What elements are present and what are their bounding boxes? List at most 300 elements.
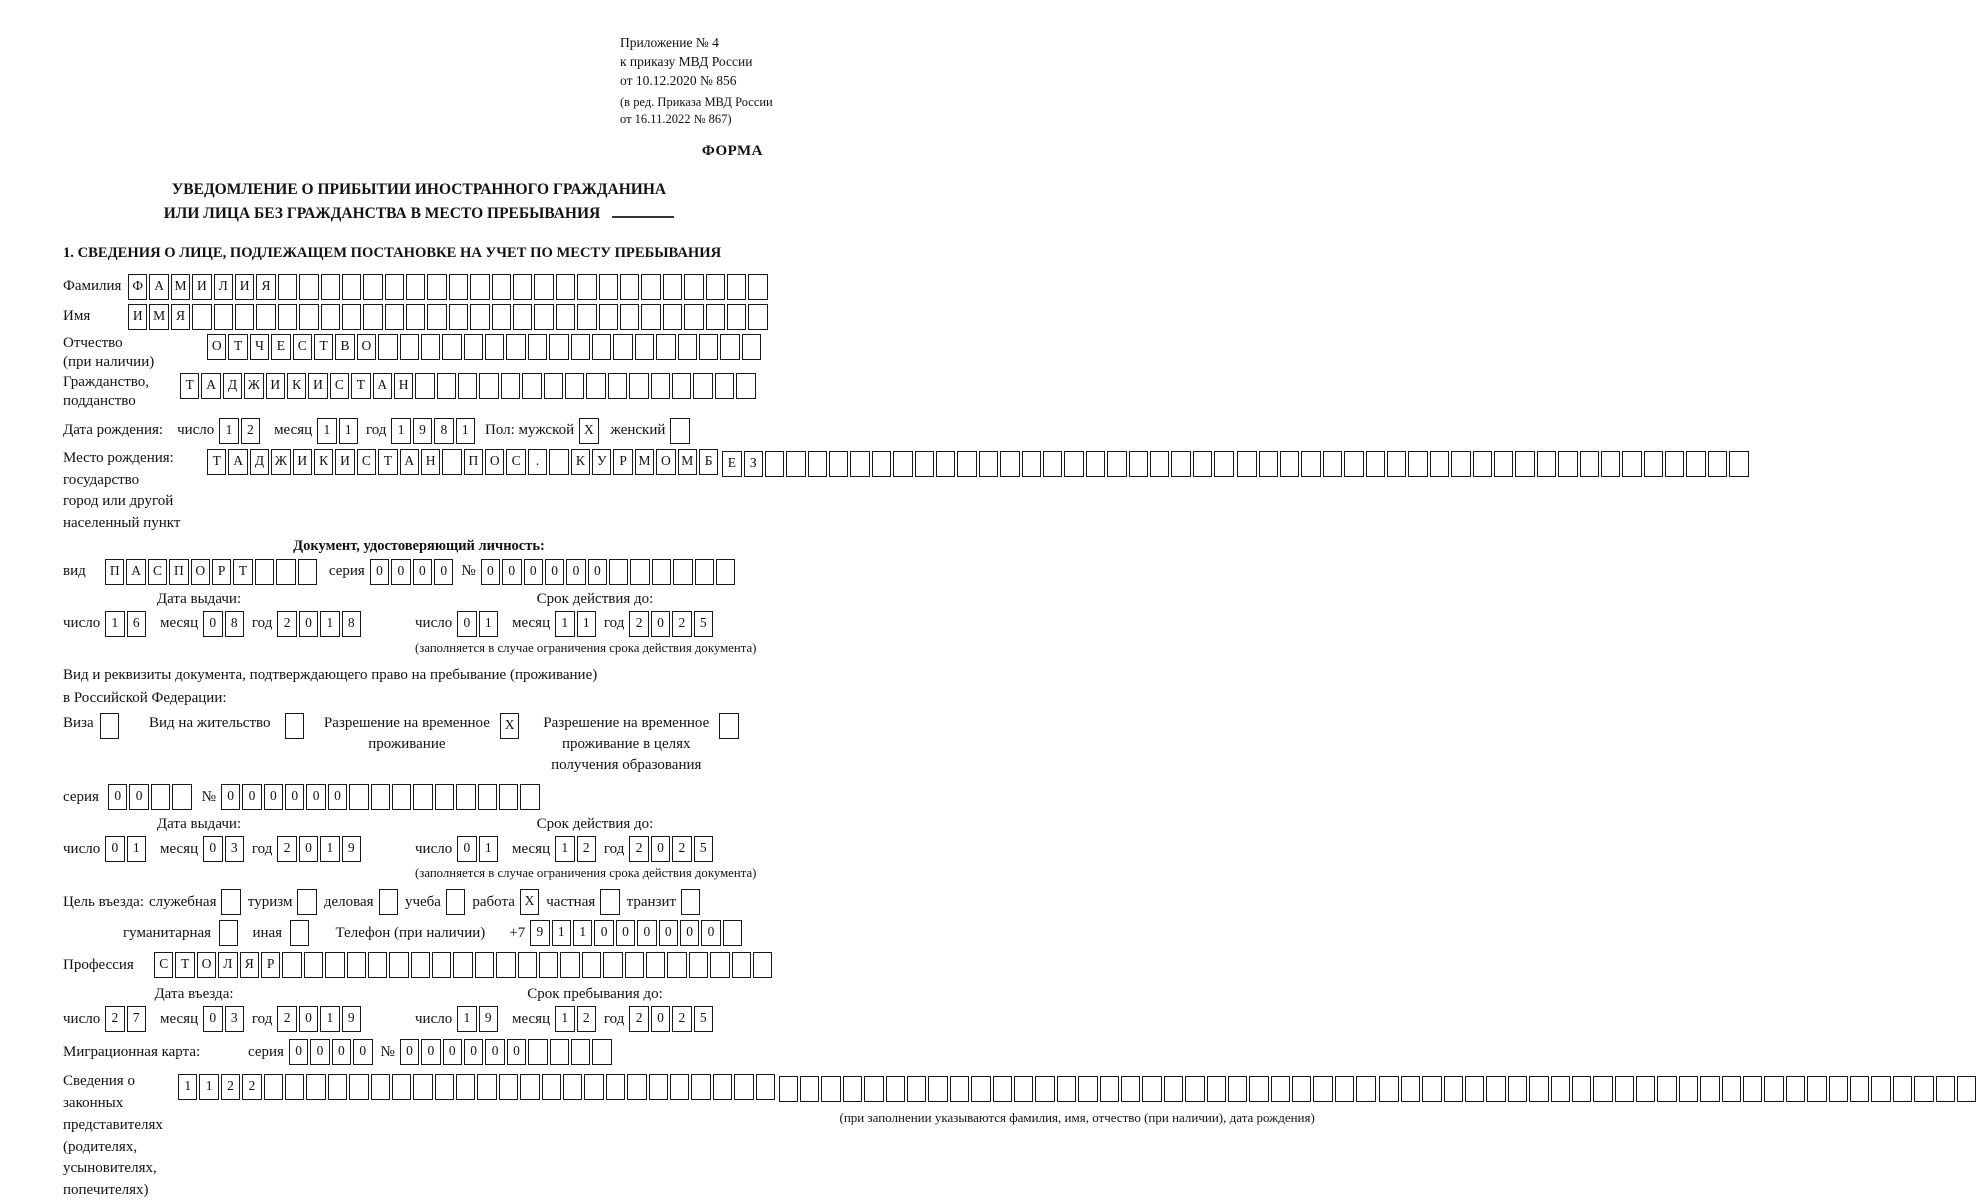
form-cell[interactable] — [1078, 1076, 1097, 1102]
form-cell[interactable] — [1580, 451, 1599, 477]
form-cell[interactable] — [1764, 1076, 1783, 1102]
form-cell[interactable]: И — [128, 304, 147, 330]
form-cell[interactable] — [1335, 1076, 1354, 1102]
form-cell[interactable]: 0 — [299, 611, 318, 637]
form-cell[interactable] — [706, 274, 725, 300]
form-cell[interactable]: 1 — [339, 418, 358, 444]
form-cell[interactable]: 2 — [221, 1074, 240, 1100]
form-cell[interactable] — [756, 1074, 775, 1100]
form-cell[interactable] — [449, 304, 468, 330]
form-cell[interactable]: 0 — [299, 1006, 318, 1032]
form-cell[interactable]: А — [201, 373, 220, 399]
form-cell[interactable] — [748, 304, 767, 330]
form-cell[interactable]: 2 — [577, 836, 596, 862]
form-cell[interactable] — [1473, 451, 1492, 477]
form-cell[interactable] — [290, 920, 309, 946]
form-cell[interactable] — [1366, 451, 1385, 477]
form-cell[interactable] — [1000, 451, 1019, 477]
form-cell[interactable]: 1 — [573, 920, 592, 946]
form-cell[interactable] — [821, 1076, 840, 1102]
form-cell[interactable]: 0 — [502, 559, 521, 585]
form-cell[interactable] — [464, 334, 483, 360]
form-cell[interactable] — [1035, 1076, 1054, 1102]
form-cell[interactable] — [446, 889, 465, 915]
form-cell[interactable] — [1807, 1076, 1826, 1102]
form-cell[interactable]: 2 — [672, 611, 691, 637]
form-cell[interactable] — [534, 274, 553, 300]
form-cell[interactable] — [528, 334, 547, 360]
form-cell[interactable] — [706, 304, 725, 330]
form-cell[interactable]: К — [314, 449, 333, 475]
form-cell[interactable]: 9 — [342, 1006, 361, 1032]
form-cell[interactable]: 1 — [317, 418, 336, 444]
form-cell[interactable]: 0 — [457, 836, 476, 862]
form-cell[interactable]: Н — [421, 449, 440, 475]
form-cell[interactable] — [850, 451, 869, 477]
form-cell[interactable]: О — [485, 449, 504, 475]
form-cell[interactable] — [321, 304, 340, 330]
form-cell[interactable] — [406, 274, 425, 300]
form-cell[interactable] — [606, 1074, 625, 1100]
form-cell[interactable]: Т — [207, 449, 226, 475]
form-cell[interactable] — [442, 449, 461, 475]
form-cell[interactable] — [539, 952, 558, 978]
form-cell[interactable] — [786, 451, 805, 477]
form-cell[interactable] — [556, 304, 575, 330]
form-cell[interactable] — [732, 952, 751, 978]
form-cell[interactable] — [753, 952, 772, 978]
form-cell[interactable]: 8 — [342, 611, 361, 637]
form-cell[interactable] — [582, 952, 601, 978]
form-cell[interactable] — [1615, 1076, 1634, 1102]
form-cell[interactable] — [363, 304, 382, 330]
form-cell[interactable] — [646, 952, 665, 978]
form-cell[interactable]: 1 — [391, 418, 410, 444]
form-cell[interactable] — [349, 784, 368, 810]
form-cell[interactable]: Д — [250, 449, 269, 475]
form-cell[interactable]: 6 — [127, 611, 146, 637]
form-cell[interactable]: 0 — [310, 1039, 329, 1065]
form-cell[interactable]: 0 — [651, 836, 670, 862]
form-cell[interactable] — [1142, 1076, 1161, 1102]
form-cell[interactable] — [442, 334, 461, 360]
form-cell[interactable] — [1014, 1076, 1033, 1102]
form-cell[interactable] — [670, 418, 689, 444]
form-cell[interactable] — [325, 952, 344, 978]
form-cell[interactable] — [599, 274, 618, 300]
form-cell[interactable] — [779, 1076, 798, 1102]
form-cell[interactable] — [652, 559, 671, 585]
form-cell[interactable]: 0 — [242, 784, 261, 810]
form-cell[interactable] — [413, 784, 432, 810]
form-cell[interactable] — [672, 373, 691, 399]
form-cell[interactable] — [748, 274, 767, 300]
form-cell[interactable] — [151, 784, 170, 810]
form-cell[interactable] — [1408, 451, 1427, 477]
form-cell[interactable] — [255, 559, 274, 585]
form-cell[interactable]: 0 — [651, 1006, 670, 1032]
form-cell[interactable] — [720, 334, 739, 360]
form-cell[interactable] — [1679, 1076, 1698, 1102]
form-cell[interactable] — [453, 952, 472, 978]
form-cell[interactable] — [971, 1076, 990, 1102]
form-cell[interactable]: 0 — [203, 1006, 222, 1032]
form-cell[interactable] — [1529, 1076, 1548, 1102]
form-cell[interactable] — [734, 1074, 753, 1100]
form-cell[interactable]: У — [592, 449, 611, 475]
form-cell[interactable] — [1786, 1076, 1805, 1102]
form-cell[interactable] — [534, 304, 553, 330]
form-cell[interactable] — [1100, 1076, 1119, 1102]
form-cell[interactable] — [342, 274, 361, 300]
form-cell[interactable]: М — [635, 449, 654, 475]
form-cell[interactable] — [635, 334, 654, 360]
form-cell[interactable] — [563, 1074, 582, 1100]
form-cell[interactable] — [456, 784, 475, 810]
form-cell[interactable] — [719, 713, 738, 739]
form-cell[interactable] — [603, 952, 622, 978]
form-cell[interactable] — [1422, 1076, 1441, 1102]
form-cell[interactable]: 1 — [178, 1074, 197, 1100]
form-cell[interactable] — [584, 1074, 603, 1100]
form-cell[interactable] — [435, 1074, 454, 1100]
form-cell[interactable]: 9 — [342, 836, 361, 862]
form-cell[interactable]: М — [678, 449, 697, 475]
form-cell[interactable] — [385, 274, 404, 300]
form-cell[interactable]: А — [126, 559, 145, 585]
form-cell[interactable]: 0 — [289, 1039, 308, 1065]
form-cell[interactable] — [609, 559, 628, 585]
form-cell[interactable] — [641, 274, 660, 300]
form-cell[interactable]: 1 — [479, 836, 498, 862]
form-cell[interactable]: Т — [378, 449, 397, 475]
form-cell[interactable] — [808, 451, 827, 477]
form-cell[interactable] — [492, 304, 511, 330]
form-cell[interactable]: М — [171, 274, 190, 300]
form-cell[interactable] — [1465, 1076, 1484, 1102]
form-cell[interactable]: 0 — [594, 920, 613, 946]
form-cell[interactable] — [1551, 1076, 1570, 1102]
form-cell[interactable] — [549, 449, 568, 475]
form-cell[interactable]: 3 — [225, 1006, 244, 1032]
form-cell[interactable] — [667, 952, 686, 978]
form-cell[interactable]: С — [293, 334, 312, 360]
form-cell[interactable] — [411, 952, 430, 978]
form-cell[interactable]: 0 — [421, 1039, 440, 1065]
form-cell[interactable] — [264, 1074, 283, 1100]
form-cell[interactable] — [886, 1076, 905, 1102]
form-cell[interactable] — [1515, 451, 1534, 477]
form-cell[interactable]: 1 — [320, 611, 339, 637]
form-cell[interactable]: К — [571, 449, 590, 475]
form-cell[interactable] — [681, 889, 700, 915]
form-cell[interactable] — [256, 304, 275, 330]
form-cell[interactable]: 0 — [328, 784, 347, 810]
form-cell[interactable]: Я — [256, 274, 275, 300]
form-cell[interactable] — [695, 559, 714, 585]
form-cell[interactable]: 5 — [694, 1006, 713, 1032]
form-cell[interactable]: 3 — [225, 836, 244, 862]
form-cell[interactable] — [427, 274, 446, 300]
form-cell[interactable] — [1379, 1076, 1398, 1102]
form-cell[interactable] — [556, 274, 575, 300]
form-cell[interactable]: 0 — [434, 559, 453, 585]
form-cell[interactable] — [1185, 1076, 1204, 1102]
form-cell[interactable] — [684, 274, 703, 300]
form-cell[interactable]: О — [197, 952, 216, 978]
form-cell[interactable] — [421, 334, 440, 360]
form-cell[interactable] — [1893, 1076, 1912, 1102]
form-cell[interactable] — [477, 1074, 496, 1100]
form-cell[interactable] — [392, 784, 411, 810]
form-cell[interactable]: 1 — [555, 836, 574, 862]
form-cell[interactable]: 1 — [555, 1006, 574, 1032]
form-cell[interactable] — [689, 952, 708, 978]
form-cell[interactable]: И — [293, 449, 312, 475]
form-cell[interactable] — [716, 559, 735, 585]
form-cell[interactable] — [649, 1074, 668, 1100]
form-cell[interactable]: А — [373, 373, 392, 399]
form-cell[interactable]: И — [235, 274, 254, 300]
form-cell[interactable]: 2 — [672, 836, 691, 862]
form-cell[interactable] — [571, 334, 590, 360]
form-cell[interactable]: 2 — [577, 1006, 596, 1032]
form-cell[interactable]: 9 — [413, 418, 432, 444]
form-cell[interactable] — [1344, 451, 1363, 477]
form-cell[interactable] — [1280, 451, 1299, 477]
form-cell[interactable] — [710, 952, 729, 978]
form-cell[interactable] — [299, 304, 318, 330]
form-cell[interactable] — [829, 451, 848, 477]
form-cell[interactable] — [620, 274, 639, 300]
form-cell[interactable] — [528, 1039, 547, 1065]
form-cell[interactable] — [1301, 451, 1320, 477]
form-cell[interactable] — [1323, 451, 1342, 477]
form-cell[interactable]: Н — [394, 373, 413, 399]
form-cell[interactable] — [368, 952, 387, 978]
form-cell[interactable]: 1 — [320, 1006, 339, 1032]
form-cell[interactable]: 0 — [105, 836, 124, 862]
form-cell[interactable]: А — [149, 274, 168, 300]
form-cell[interactable]: А — [228, 449, 247, 475]
form-cell[interactable]: 1 — [219, 418, 238, 444]
form-cell[interactable] — [1150, 451, 1169, 477]
form-cell[interactable] — [663, 304, 682, 330]
form-cell[interactable] — [800, 1076, 819, 1102]
form-cell[interactable]: С — [154, 952, 173, 978]
form-cell[interactable]: Т — [180, 373, 199, 399]
form-cell[interactable]: 1 — [105, 611, 124, 637]
form-cell[interactable]: 8 — [434, 418, 453, 444]
form-cell[interactable] — [979, 451, 998, 477]
form-cell[interactable] — [1043, 451, 1062, 477]
form-cell[interactable] — [456, 1074, 475, 1100]
form-cell[interactable]: 0 — [651, 611, 670, 637]
form-cell[interactable] — [713, 1074, 732, 1100]
form-cell[interactable] — [627, 1074, 646, 1100]
form-cell[interactable]: X — [500, 713, 519, 739]
form-cell[interactable]: Б — [699, 449, 718, 475]
form-cell[interactable]: 0 — [680, 920, 699, 946]
form-cell[interactable] — [915, 451, 934, 477]
form-cell[interactable]: Ж — [271, 449, 290, 475]
form-cell[interactable] — [221, 889, 240, 915]
form-cell[interactable] — [349, 1074, 368, 1100]
form-cell[interactable]: 0 — [413, 559, 432, 585]
form-cell[interactable]: П — [464, 449, 483, 475]
form-cell[interactable] — [1057, 1076, 1076, 1102]
form-cell[interactable] — [342, 304, 361, 330]
form-cell[interactable] — [278, 274, 297, 300]
form-cell[interactable] — [449, 274, 468, 300]
form-cell[interactable]: Е — [271, 334, 290, 360]
form-cell[interactable] — [1292, 1076, 1311, 1102]
form-cell[interactable]: Д — [223, 373, 242, 399]
form-cell[interactable] — [435, 784, 454, 810]
form-cell[interactable] — [235, 304, 254, 330]
form-cell[interactable] — [723, 920, 742, 946]
form-cell[interactable]: А — [400, 449, 419, 475]
form-cell[interactable] — [470, 274, 489, 300]
form-cell[interactable]: 1 — [555, 611, 574, 637]
form-cell[interactable] — [577, 274, 596, 300]
form-cell[interactable] — [629, 373, 648, 399]
form-cell[interactable] — [506, 334, 525, 360]
form-cell[interactable] — [276, 559, 295, 585]
form-cell[interactable]: 0 — [400, 1039, 419, 1065]
form-cell[interactable] — [742, 334, 761, 360]
form-cell[interactable] — [893, 451, 912, 477]
form-cell[interactable]: Ф — [128, 274, 147, 300]
form-cell[interactable] — [285, 713, 304, 739]
form-cell[interactable] — [608, 373, 627, 399]
form-cell[interactable] — [957, 451, 976, 477]
form-cell[interactable] — [475, 952, 494, 978]
form-cell[interactable] — [549, 334, 568, 360]
form-cell[interactable]: Л — [214, 274, 233, 300]
form-cell[interactable] — [1494, 451, 1513, 477]
form-cell[interactable]: 0 — [545, 559, 564, 585]
form-cell[interactable] — [1430, 451, 1449, 477]
form-cell[interactable]: О — [357, 334, 376, 360]
form-cell[interactable]: . — [528, 449, 547, 475]
form-cell[interactable]: 0 — [659, 920, 678, 946]
form-cell[interactable]: Т — [314, 334, 333, 360]
form-cell[interactable] — [347, 952, 366, 978]
form-cell[interactable] — [371, 1074, 390, 1100]
form-cell[interactable] — [765, 451, 784, 477]
form-cell[interactable]: 0 — [203, 836, 222, 862]
form-cell[interactable] — [1214, 451, 1233, 477]
form-cell[interactable] — [522, 373, 541, 399]
form-cell[interactable]: 0 — [129, 784, 148, 810]
form-cell[interactable]: 2 — [629, 1006, 648, 1032]
form-cell[interactable] — [1387, 451, 1406, 477]
form-cell[interactable] — [1708, 451, 1727, 477]
form-cell[interactable] — [304, 952, 323, 978]
form-cell[interactable] — [297, 889, 316, 915]
form-cell[interactable]: Р — [613, 449, 632, 475]
form-cell[interactable]: 0 — [443, 1039, 462, 1065]
form-cell[interactable]: 2 — [241, 418, 260, 444]
form-cell[interactable] — [1313, 1076, 1332, 1102]
form-cell[interactable] — [684, 304, 703, 330]
form-cell[interactable] — [1022, 451, 1041, 477]
form-cell[interactable] — [1558, 451, 1577, 477]
form-cell[interactable] — [385, 304, 404, 330]
form-cell[interactable]: 2 — [629, 611, 648, 637]
form-cell[interactable] — [298, 559, 317, 585]
form-cell[interactable]: 1 — [456, 418, 475, 444]
form-cell[interactable]: Т — [175, 952, 194, 978]
form-cell[interactable] — [928, 1076, 947, 1102]
form-cell[interactable] — [993, 1076, 1012, 1102]
form-cell[interactable]: 1 — [552, 920, 571, 946]
form-cell[interactable] — [1601, 451, 1620, 477]
form-cell[interactable] — [1593, 1076, 1612, 1102]
form-cell[interactable]: Ч — [250, 334, 269, 360]
form-cell[interactable] — [1657, 1076, 1676, 1102]
form-cell[interactable] — [1444, 1076, 1463, 1102]
form-cell[interactable] — [936, 451, 955, 477]
form-cell[interactable] — [479, 373, 498, 399]
form-cell[interactable] — [1644, 451, 1663, 477]
form-cell[interactable]: 9 — [530, 920, 549, 946]
form-cell[interactable]: 1 — [320, 836, 339, 862]
form-cell[interactable] — [1259, 451, 1278, 477]
form-cell[interactable] — [392, 1074, 411, 1100]
form-cell[interactable] — [651, 373, 670, 399]
form-cell[interactable]: Е — [722, 451, 741, 477]
form-cell[interactable] — [299, 274, 318, 300]
form-cell[interactable]: 0 — [637, 920, 656, 946]
form-cell[interactable]: И — [335, 449, 354, 475]
form-cell[interactable] — [413, 1074, 432, 1100]
form-cell[interactable] — [620, 304, 639, 330]
form-cell[interactable] — [406, 304, 425, 330]
form-cell[interactable] — [592, 334, 611, 360]
form-cell[interactable]: Т — [228, 334, 247, 360]
form-cell[interactable] — [478, 784, 497, 810]
form-cell[interactable] — [1722, 1076, 1741, 1102]
form-cell[interactable] — [1086, 451, 1105, 477]
form-cell[interactable] — [599, 304, 618, 330]
form-cell[interactable] — [501, 373, 520, 399]
form-cell[interactable]: М — [149, 304, 168, 330]
form-cell[interactable] — [172, 784, 191, 810]
form-cell[interactable] — [625, 952, 644, 978]
form-cell[interactable]: 1 — [127, 836, 146, 862]
form-cell[interactable]: И — [266, 373, 285, 399]
form-cell[interactable] — [1107, 451, 1126, 477]
form-cell[interactable] — [699, 334, 718, 360]
form-cell[interactable]: 0 — [464, 1039, 483, 1065]
form-cell[interactable]: К — [287, 373, 306, 399]
form-cell[interactable] — [586, 373, 605, 399]
form-cell[interactable] — [641, 304, 660, 330]
form-cell[interactable] — [470, 304, 489, 330]
form-cell[interactable] — [592, 1039, 611, 1065]
form-cell[interactable] — [1271, 1076, 1290, 1102]
form-cell[interactable]: Т — [233, 559, 252, 585]
form-cell[interactable] — [630, 559, 649, 585]
form-cell[interactable] — [872, 451, 891, 477]
form-cell[interactable]: И — [192, 274, 211, 300]
form-cell[interactable] — [1508, 1076, 1527, 1102]
form-cell[interactable] — [550, 1039, 569, 1065]
form-cell[interactable]: 1 — [577, 611, 596, 637]
form-cell[interactable]: 0 — [566, 559, 585, 585]
